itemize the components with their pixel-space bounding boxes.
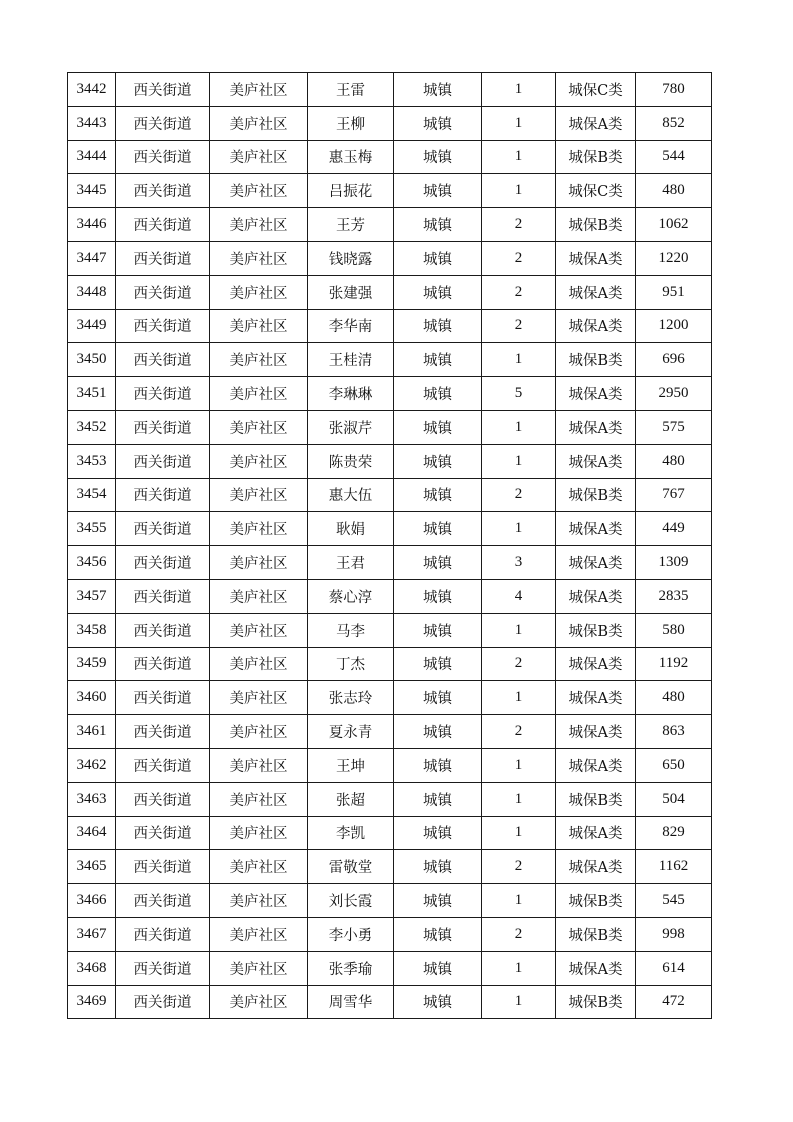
amount-cell: 998 <box>636 917 712 951</box>
record-number-cell: 3463 <box>68 782 116 816</box>
name-cell: 张季瑜 <box>308 951 394 985</box>
name-cell: 惠大伍 <box>308 478 394 512</box>
table-row <box>68 748 712 782</box>
household-size-cell: 2 <box>482 309 556 343</box>
table-row <box>68 884 712 918</box>
insurance-category-cell: 城保B类 <box>556 985 636 1019</box>
household-size-cell: 4 <box>482 579 556 613</box>
subdistrict-cell: 西关街道 <box>116 343 210 377</box>
record-number-cell: 3450 <box>68 343 116 377</box>
subdistrict-cell: 西关街道 <box>116 275 210 309</box>
area-type-cell: 城镇 <box>394 106 482 140</box>
amount-cell: 1220 <box>636 241 712 275</box>
household-size-cell: 2 <box>482 647 556 681</box>
household-size-cell: 1 <box>482 410 556 444</box>
amount-cell: 504 <box>636 782 712 816</box>
household-size-cell: 2 <box>482 850 556 884</box>
community-cell: 美庐社区 <box>210 343 308 377</box>
insurance-category-cell: 城保A类 <box>556 647 636 681</box>
area-type-cell: 城镇 <box>394 748 482 782</box>
amount-cell: 1309 <box>636 546 712 580</box>
amount-cell: 863 <box>636 715 712 749</box>
insurance-category-cell: 城保A类 <box>556 546 636 580</box>
insurance-category-cell: 城保A类 <box>556 275 636 309</box>
subdistrict-cell: 西关街道 <box>116 410 210 444</box>
record-number-cell: 3469 <box>68 985 116 1019</box>
amount-cell: 1192 <box>636 647 712 681</box>
household-size-cell: 1 <box>482 106 556 140</box>
name-cell: 吕振花 <box>308 174 394 208</box>
amount-cell: 472 <box>636 985 712 1019</box>
record-number-cell: 3442 <box>68 73 116 107</box>
subdistrict-cell: 西关街道 <box>116 816 210 850</box>
insurance-category-cell: 城保A类 <box>556 748 636 782</box>
record-number-cell: 3457 <box>68 579 116 613</box>
area-type-cell: 城镇 <box>394 208 482 242</box>
insurance-category-cell: 城保A类 <box>556 106 636 140</box>
record-number-cell: 3460 <box>68 681 116 715</box>
table-row <box>68 478 712 512</box>
insurance-category-cell: 城保B类 <box>556 782 636 816</box>
table-row <box>68 715 712 749</box>
area-type-cell: 城镇 <box>394 951 482 985</box>
area-type-cell: 城镇 <box>394 715 482 749</box>
subdistrict-cell: 西关街道 <box>116 850 210 884</box>
insurance-category-cell: 城保B类 <box>556 208 636 242</box>
area-type-cell: 城镇 <box>394 444 482 478</box>
subdistrict-cell: 西关街道 <box>116 748 210 782</box>
name-cell: 马李 <box>308 613 394 647</box>
name-cell: 王柳 <box>308 106 394 140</box>
amount-cell: 1062 <box>636 208 712 242</box>
household-size-cell: 1 <box>482 985 556 1019</box>
subdistrict-cell: 西关街道 <box>116 512 210 546</box>
community-cell: 美庐社区 <box>210 579 308 613</box>
insurance-category-cell: 城保A类 <box>556 241 636 275</box>
insurance-category-cell: 城保A类 <box>556 512 636 546</box>
area-type-cell: 城镇 <box>394 174 482 208</box>
subdistrict-cell: 西关街道 <box>116 241 210 275</box>
insurance-category-cell: 城保A类 <box>556 816 636 850</box>
community-cell: 美庐社区 <box>210 140 308 174</box>
table-body <box>68 73 712 1019</box>
amount-cell: 2835 <box>636 579 712 613</box>
insurance-category-cell: 城保B类 <box>556 917 636 951</box>
subdistrict-cell: 西关街道 <box>116 782 210 816</box>
name-cell: 王坤 <box>308 748 394 782</box>
record-number-cell: 3449 <box>68 309 116 343</box>
amount-cell: 449 <box>636 512 712 546</box>
subdistrict-cell: 西关街道 <box>116 917 210 951</box>
household-size-cell: 2 <box>482 241 556 275</box>
insurance-category-cell: 城保A类 <box>556 579 636 613</box>
table-row <box>68 73 712 107</box>
community-cell: 美庐社区 <box>210 985 308 1019</box>
record-number-cell: 3453 <box>68 444 116 478</box>
household-size-cell: 2 <box>482 715 556 749</box>
household-size-cell: 5 <box>482 377 556 411</box>
community-cell: 美庐社区 <box>210 208 308 242</box>
household-size-cell: 2 <box>482 478 556 512</box>
table-row <box>68 140 712 174</box>
area-type-cell: 城镇 <box>394 343 482 377</box>
community-cell: 美庐社区 <box>210 546 308 580</box>
amount-cell: 951 <box>636 275 712 309</box>
table-row <box>68 647 712 681</box>
table-row <box>68 241 712 275</box>
subdistrict-cell: 西关街道 <box>116 613 210 647</box>
table-row <box>68 410 712 444</box>
record-number-cell: 3448 <box>68 275 116 309</box>
table-row <box>68 174 712 208</box>
area-type-cell: 城镇 <box>394 275 482 309</box>
area-type-cell: 城镇 <box>394 579 482 613</box>
area-type-cell: 城镇 <box>394 512 482 546</box>
record-number-cell: 3443 <box>68 106 116 140</box>
community-cell: 美庐社区 <box>210 884 308 918</box>
area-type-cell: 城镇 <box>394 850 482 884</box>
household-size-cell: 1 <box>482 884 556 918</box>
insurance-category-cell: 城保A类 <box>556 444 636 478</box>
table-row <box>68 782 712 816</box>
household-size-cell: 1 <box>482 816 556 850</box>
area-type-cell: 城镇 <box>394 241 482 275</box>
community-cell: 美庐社区 <box>210 478 308 512</box>
amount-cell: 767 <box>636 478 712 512</box>
insurance-category-cell: 城保A类 <box>556 715 636 749</box>
record-number-cell: 3444 <box>68 140 116 174</box>
insurance-category-cell: 城保C类 <box>556 174 636 208</box>
record-number-cell: 3466 <box>68 884 116 918</box>
area-type-cell: 城镇 <box>394 884 482 918</box>
household-size-cell: 1 <box>482 782 556 816</box>
insurance-category-cell: 城保B类 <box>556 613 636 647</box>
subdistrict-cell: 西关街道 <box>116 309 210 343</box>
record-number-cell: 3456 <box>68 546 116 580</box>
subdistrict-cell: 西关街道 <box>116 681 210 715</box>
insurance-category-cell: 城保C类 <box>556 73 636 107</box>
community-cell: 美庐社区 <box>210 917 308 951</box>
name-cell: 王芳 <box>308 208 394 242</box>
area-type-cell: 城镇 <box>394 647 482 681</box>
community-cell: 美庐社区 <box>210 681 308 715</box>
subdistrict-cell: 西关街道 <box>116 208 210 242</box>
area-type-cell: 城镇 <box>394 546 482 580</box>
community-cell: 美庐社区 <box>210 715 308 749</box>
community-cell: 美庐社区 <box>210 275 308 309</box>
table-row <box>68 546 712 580</box>
record-number-cell: 3468 <box>68 951 116 985</box>
subdistrict-cell: 西关街道 <box>116 647 210 681</box>
record-number-cell: 3452 <box>68 410 116 444</box>
insurance-category-cell: 城保B类 <box>556 343 636 377</box>
record-number-cell: 3458 <box>68 613 116 647</box>
subdistrict-cell: 西关街道 <box>116 444 210 478</box>
name-cell: 陈贵荣 <box>308 444 394 478</box>
area-type-cell: 城镇 <box>394 410 482 444</box>
name-cell: 耿娟 <box>308 512 394 546</box>
area-type-cell: 城镇 <box>394 782 482 816</box>
household-size-cell: 1 <box>482 444 556 478</box>
community-cell: 美庐社区 <box>210 174 308 208</box>
record-number-cell: 3464 <box>68 816 116 850</box>
table-row <box>68 377 712 411</box>
area-type-cell: 城镇 <box>394 309 482 343</box>
community-cell: 美庐社区 <box>210 377 308 411</box>
amount-cell: 480 <box>636 681 712 715</box>
insurance-category-cell: 城保A类 <box>556 309 636 343</box>
table-row <box>68 579 712 613</box>
table-row <box>68 816 712 850</box>
amount-cell: 780 <box>636 73 712 107</box>
insurance-category-cell: 城保A类 <box>556 410 636 444</box>
record-number-cell: 3465 <box>68 850 116 884</box>
name-cell: 张志玲 <box>308 681 394 715</box>
name-cell: 张淑芹 <box>308 410 394 444</box>
insurance-category-cell: 城保B类 <box>556 478 636 512</box>
name-cell: 李华南 <box>308 309 394 343</box>
area-type-cell: 城镇 <box>394 73 482 107</box>
community-cell: 美庐社区 <box>210 106 308 140</box>
amount-cell: 480 <box>636 174 712 208</box>
subdistrict-cell: 西关街道 <box>116 951 210 985</box>
area-type-cell: 城镇 <box>394 140 482 174</box>
name-cell: 夏永青 <box>308 715 394 749</box>
amount-cell: 1200 <box>636 309 712 343</box>
name-cell: 王君 <box>308 546 394 580</box>
record-number-cell: 3462 <box>68 748 116 782</box>
insurance-category-cell: 城保A类 <box>556 681 636 715</box>
amount-cell: 829 <box>636 816 712 850</box>
area-type-cell: 城镇 <box>394 681 482 715</box>
table-row <box>68 444 712 478</box>
household-size-cell: 2 <box>482 275 556 309</box>
community-cell: 美庐社区 <box>210 512 308 546</box>
community-cell: 美庐社区 <box>210 241 308 275</box>
name-cell: 王桂清 <box>308 343 394 377</box>
table-row <box>68 951 712 985</box>
amount-cell: 480 <box>636 444 712 478</box>
community-cell: 美庐社区 <box>210 850 308 884</box>
subdistrict-cell: 西关街道 <box>116 579 210 613</box>
records-table <box>67 72 712 1019</box>
area-type-cell: 城镇 <box>394 613 482 647</box>
name-cell: 丁杰 <box>308 647 394 681</box>
table-row <box>68 917 712 951</box>
record-number-cell: 3467 <box>68 917 116 951</box>
community-cell: 美庐社区 <box>210 647 308 681</box>
table-row <box>68 343 712 377</box>
subdistrict-cell: 西关街道 <box>116 715 210 749</box>
household-size-cell: 1 <box>482 73 556 107</box>
subdistrict-cell: 西关街道 <box>116 546 210 580</box>
household-size-cell: 2 <box>482 208 556 242</box>
subdistrict-cell: 西关街道 <box>116 884 210 918</box>
household-size-cell: 1 <box>482 748 556 782</box>
name-cell: 李凯 <box>308 816 394 850</box>
insurance-category-cell: 城保A类 <box>556 377 636 411</box>
table-row <box>68 275 712 309</box>
table-row <box>68 309 712 343</box>
household-size-cell: 1 <box>482 613 556 647</box>
name-cell: 王雷 <box>308 73 394 107</box>
amount-cell: 614 <box>636 951 712 985</box>
record-number-cell: 3459 <box>68 647 116 681</box>
area-type-cell: 城镇 <box>394 816 482 850</box>
community-cell: 美庐社区 <box>210 444 308 478</box>
record-number-cell: 3455 <box>68 512 116 546</box>
name-cell: 刘长霞 <box>308 884 394 918</box>
household-size-cell: 1 <box>482 174 556 208</box>
name-cell: 钱晓露 <box>308 241 394 275</box>
record-number-cell: 3454 <box>68 478 116 512</box>
amount-cell: 545 <box>636 884 712 918</box>
name-cell: 蔡心淳 <box>308 579 394 613</box>
community-cell: 美庐社区 <box>210 410 308 444</box>
subdistrict-cell: 西关街道 <box>116 377 210 411</box>
household-size-cell: 1 <box>482 343 556 377</box>
insurance-category-cell: 城保B类 <box>556 140 636 174</box>
table-row <box>68 106 712 140</box>
record-number-cell: 3451 <box>68 377 116 411</box>
name-cell: 李小勇 <box>308 917 394 951</box>
name-cell: 张建强 <box>308 275 394 309</box>
household-size-cell: 1 <box>482 140 556 174</box>
amount-cell: 1162 <box>636 850 712 884</box>
household-size-cell: 1 <box>482 951 556 985</box>
subdistrict-cell: 西关街道 <box>116 478 210 512</box>
table-row <box>68 681 712 715</box>
record-number-cell: 3461 <box>68 715 116 749</box>
name-cell: 张超 <box>308 782 394 816</box>
community-cell: 美庐社区 <box>210 613 308 647</box>
name-cell: 周雪华 <box>308 985 394 1019</box>
table-row <box>68 512 712 546</box>
area-type-cell: 城镇 <box>394 478 482 512</box>
household-size-cell: 2 <box>482 917 556 951</box>
subdistrict-cell: 西关街道 <box>116 985 210 1019</box>
amount-cell: 575 <box>636 410 712 444</box>
name-cell: 李琳琳 <box>308 377 394 411</box>
amount-cell: 580 <box>636 613 712 647</box>
name-cell: 惠玉梅 <box>308 140 394 174</box>
amount-cell: 696 <box>636 343 712 377</box>
community-cell: 美庐社区 <box>210 73 308 107</box>
record-number-cell: 3445 <box>68 174 116 208</box>
amount-cell: 2950 <box>636 377 712 411</box>
subdistrict-cell: 西关街道 <box>116 106 210 140</box>
subdistrict-cell: 西关街道 <box>116 140 210 174</box>
amount-cell: 852 <box>636 106 712 140</box>
record-number-cell: 3446 <box>68 208 116 242</box>
subdistrict-cell: 西关街道 <box>116 73 210 107</box>
community-cell: 美庐社区 <box>210 951 308 985</box>
name-cell: 雷敬堂 <box>308 850 394 884</box>
household-size-cell: 1 <box>482 681 556 715</box>
subdistrict-cell: 西关街道 <box>116 174 210 208</box>
area-type-cell: 城镇 <box>394 377 482 411</box>
record-number-cell: 3447 <box>68 241 116 275</box>
community-cell: 美庐社区 <box>210 309 308 343</box>
insurance-category-cell: 城保A类 <box>556 850 636 884</box>
household-size-cell: 3 <box>482 546 556 580</box>
community-cell: 美庐社区 <box>210 816 308 850</box>
table-row <box>68 985 712 1019</box>
area-type-cell: 城镇 <box>394 917 482 951</box>
insurance-category-cell: 城保A类 <box>556 951 636 985</box>
table-row <box>68 208 712 242</box>
amount-cell: 650 <box>636 748 712 782</box>
insurance-category-cell: 城保B类 <box>556 884 636 918</box>
area-type-cell: 城镇 <box>394 985 482 1019</box>
amount-cell: 544 <box>636 140 712 174</box>
community-cell: 美庐社区 <box>210 748 308 782</box>
table-row <box>68 850 712 884</box>
household-size-cell: 1 <box>482 512 556 546</box>
community-cell: 美庐社区 <box>210 782 308 816</box>
table-row <box>68 613 712 647</box>
